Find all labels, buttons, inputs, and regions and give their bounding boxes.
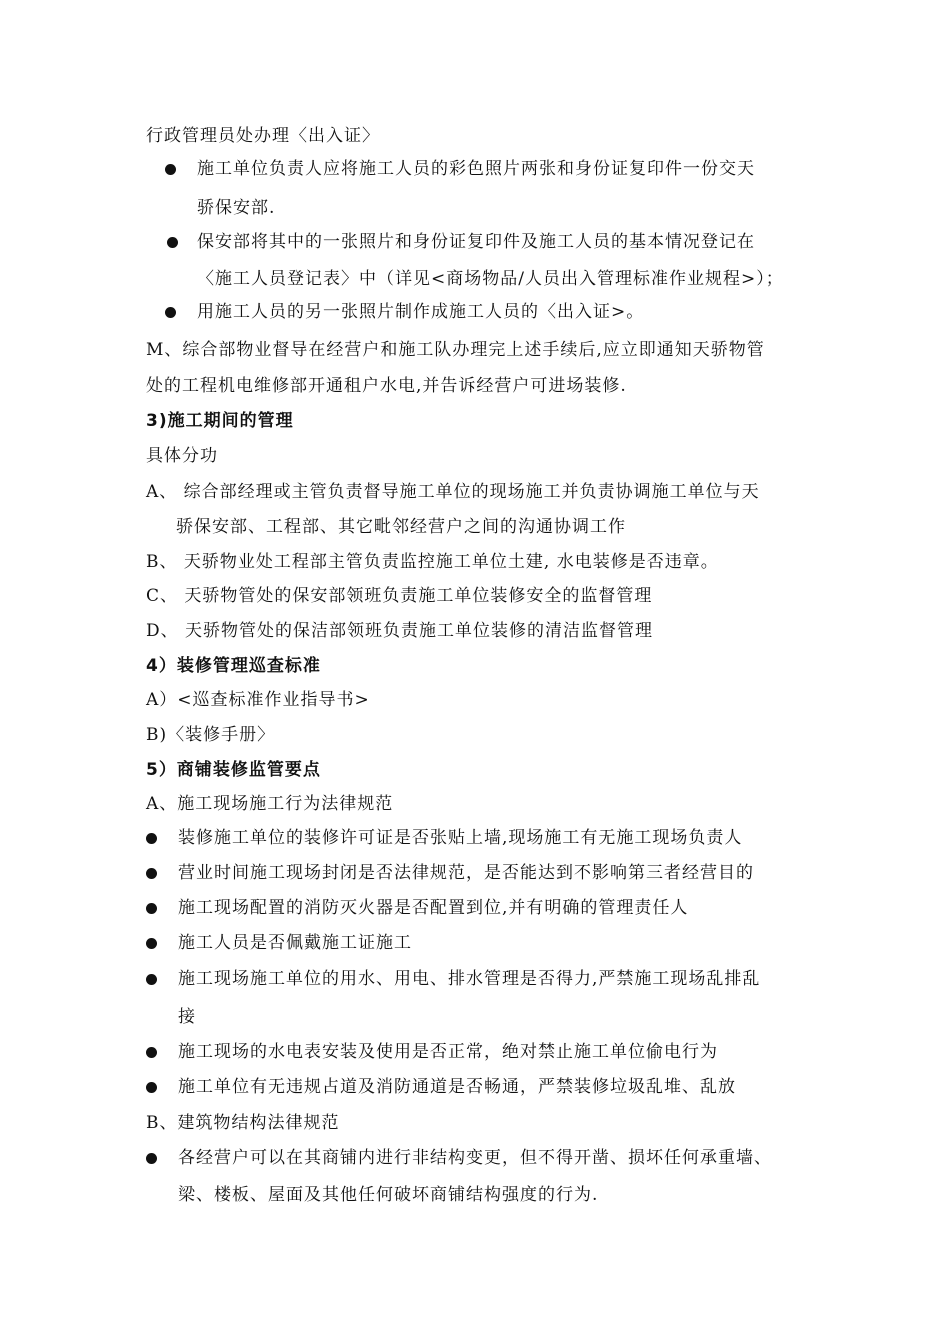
text-line: 处的工程机电维修部开通租户水电,并告诉经营户可进场装修.: [146, 376, 627, 396]
bullet-icon: [146, 1153, 157, 1164]
text-line: 骄保安部.: [197, 198, 276, 218]
bullet-icon: [167, 237, 178, 248]
text-line: A）<巡查标准作业指导书>: [146, 690, 370, 710]
text-line: A、 综合部经理或主管负责督导施工单位的现场施工并负责协调施工单位与天: [146, 482, 760, 502]
text-line: A、施工现场施工行为法律规范: [146, 794, 394, 814]
list-item: 营业时间施工现场封闭是否法律规范，是否能达到不影响第三者经营目的: [178, 863, 754, 883]
bullet-icon: [146, 1047, 157, 1058]
section-heading: 5）商铺装修监管要点: [146, 760, 321, 780]
section-heading: 4）装修管理巡查标准: [146, 656, 321, 676]
bullet-icon: [146, 974, 157, 985]
bullet-icon: [165, 307, 176, 318]
text-line: B)〈装修手册〉: [146, 725, 276, 745]
text-line: D、 天骄物管处的保洁部领班负责施工单位装修的清洁监督管理: [146, 621, 654, 641]
bullet-icon: [146, 833, 157, 844]
bullet-icon: [146, 1082, 157, 1093]
bullet-icon: [146, 938, 157, 949]
list-item: 用施工人员的另一张照片制作成施工人员的〈出入证>。: [197, 302, 645, 322]
text-line: 行政管理员处办理〈出入证〉: [146, 126, 380, 146]
list-item: 装修施工单位的装修许可证是否张贴上墙,现场施工有无施工现场负责人: [178, 828, 743, 848]
text-line: C、 天骄物管处的保安部领班负责施工单位装修安全的监督管理: [146, 586, 653, 606]
list-item: 各经营户可以在其商铺内进行非结构变更，但不得开凿、损坏任何承重墙、: [178, 1148, 772, 1168]
list-item: 施工现场的水电表安装及使用是否正常，绝对禁止施工单位偷电行为: [178, 1042, 718, 1062]
list-item: 施工单位负责人应将施工人员的彩色照片两张和身份证复印件一份交天: [197, 159, 755, 179]
bullet-icon: [165, 164, 176, 175]
text-line: 〈施工人员登记表〉中（详见<商场物品/人员出入管理标准作业规程>）；: [197, 269, 784, 289]
list-item: 施工单位有无违规占道及消防通道是否畅通，严禁装修垃圾乱堆、乱放: [178, 1077, 736, 1097]
text-line: 具体分功: [146, 446, 218, 466]
list-item: 保安部将其中的一张照片和身份证复印件及施工人员的基本情况登记在: [197, 232, 755, 252]
text-line: B、建筑物结构法律规范: [146, 1113, 340, 1133]
bullet-icon: [146, 868, 157, 879]
list-item: 施工现场施工单位的用水、用电、排水管理是否得力,严禁施工现场乱排乱: [178, 969, 761, 989]
section-heading: 3)施工期间的管理: [146, 411, 294, 431]
text-line: B、 天骄物业处工程部主管负责监控施工单位土建, 水电装修是否违章。: [146, 552, 719, 572]
text-line: 接: [178, 1007, 196, 1027]
list-item: 施工人员是否佩戴施工证施工: [178, 933, 412, 953]
text-line: M、综合部物业督导在经营户和施工队办理完上述手续后,应立即通知天骄物管: [146, 340, 765, 360]
bullet-icon: [146, 903, 157, 914]
text-line: 梁、楼板、屋面及其他任何破坏商铺结构强度的行为.: [178, 1185, 599, 1205]
text-line: 骄保安部、工程部、其它毗邻经营户之间的沟通协调工作: [176, 517, 626, 537]
list-item: 施工现场配置的消防灭火器是否配置到位,并有明确的管理责任人: [178, 898, 689, 918]
